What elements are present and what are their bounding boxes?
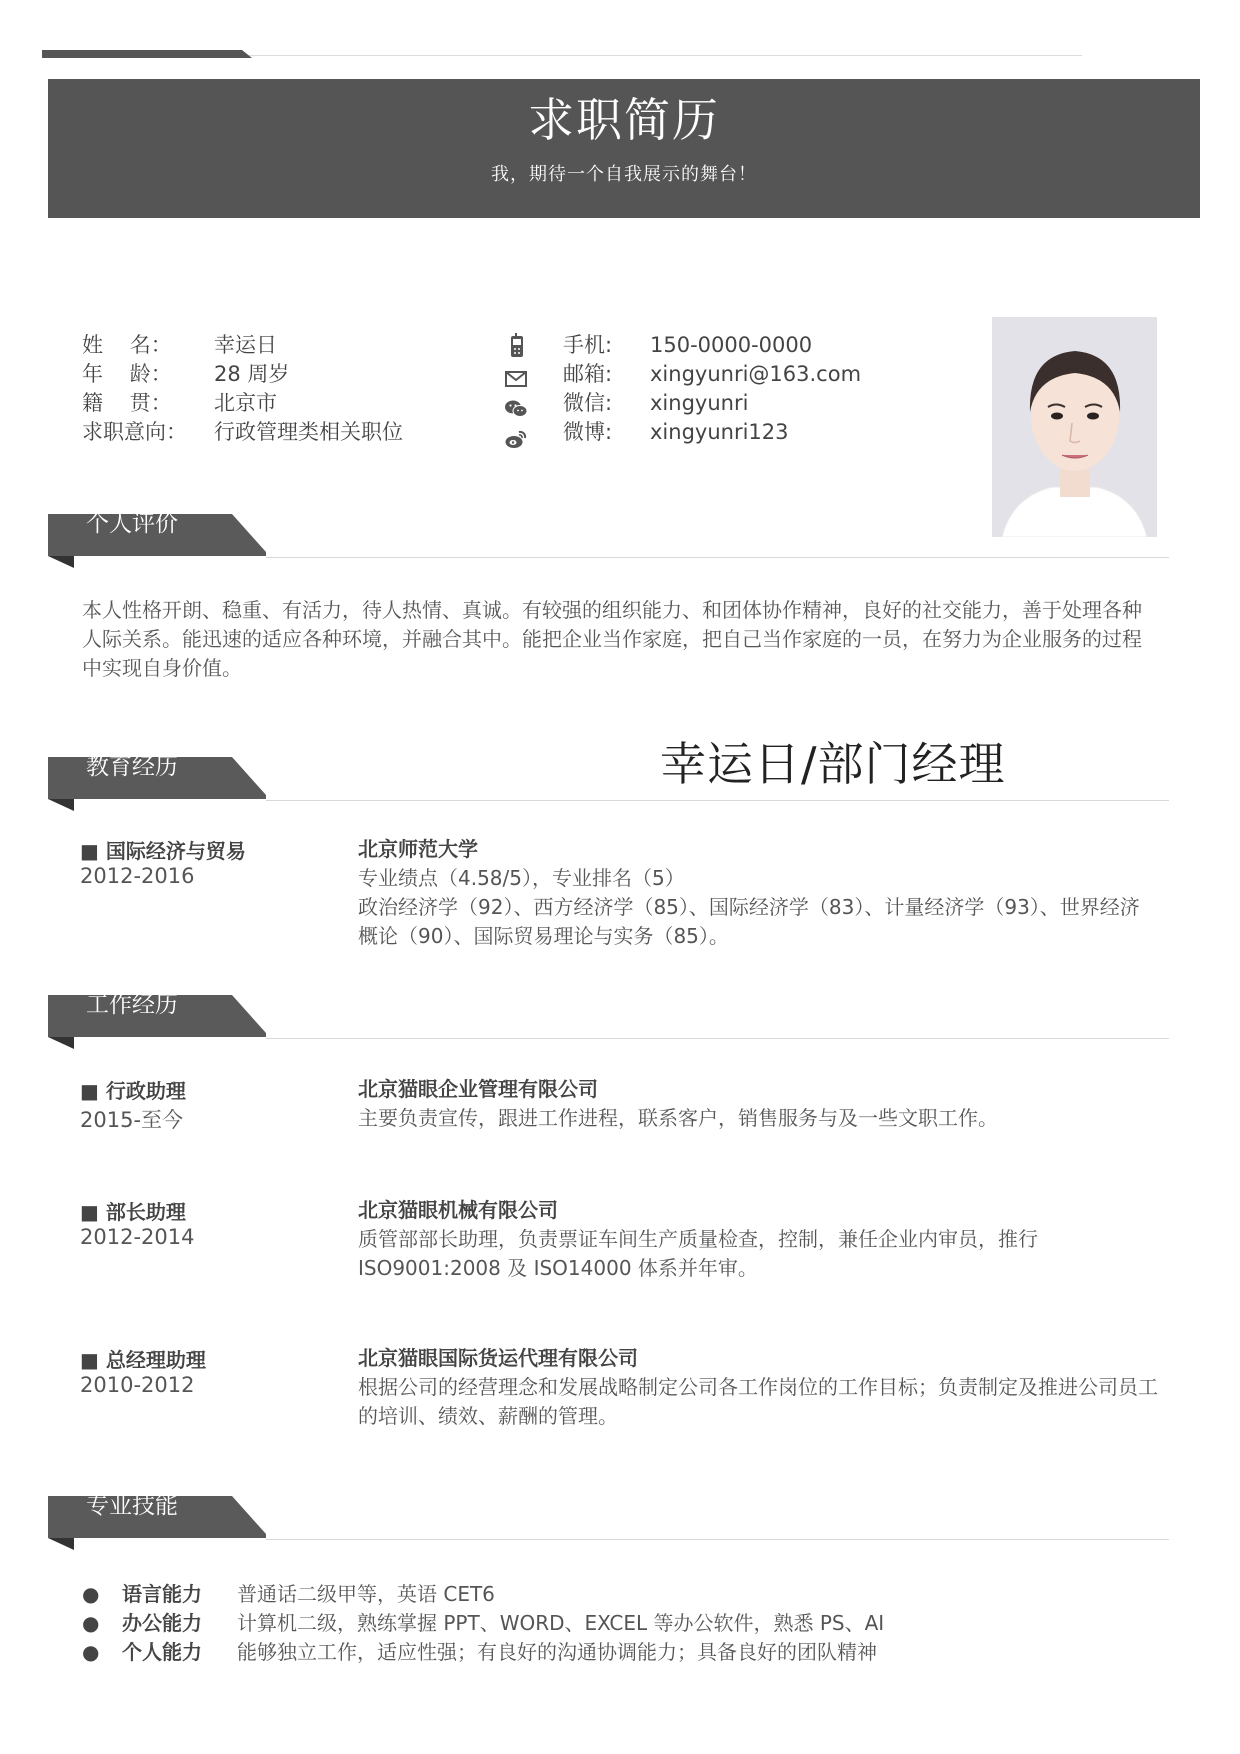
skill-name: 办公能力 — [122, 1611, 202, 1635]
contact-row-email — [563, 360, 861, 389]
education-detail-line: 政治经济学（92）、西方经济学（85）、国际经济学（83）、计量经济学（93）、世界经济概论（90）、国际贸易理论与实务（85）。 — [358, 895, 1140, 948]
work-role: ■ 部长助理 — [80, 1200, 186, 1224]
work-description: 主要负责宣传，跟进工作进程，联系客户，销售服务与及一些文职工作。 — [358, 1106, 998, 1130]
contact-value: 150-0000-0000 — [650, 333, 813, 357]
personal-info — [82, 331, 403, 447]
work-description: 质管部部长助理，负责票证车间生产质量检查，控制，兼任企业内审员，推行 ISO9001:2008 及 ISO14000 体系并年审。 — [358, 1227, 1038, 1280]
info-label: 籍 贯： — [82, 391, 172, 415]
work-entry-right — [358, 1075, 1158, 1133]
portrait-illustration — [992, 317, 1157, 537]
page-title: 求职简历 — [528, 93, 720, 147]
profile-photo — [992, 317, 1157, 537]
skill-name: 个人能力 — [122, 1640, 202, 1664]
work-entry-left — [80, 1344, 206, 1397]
work-entry-left — [80, 1196, 194, 1249]
work-entry-left — [80, 1075, 186, 1134]
work-company: 北京猫眼国际货运代理有限公司 — [358, 1346, 638, 1370]
wechat-icon — [505, 399, 527, 419]
skill-name: 语言能力 — [122, 1582, 202, 1606]
skill-item — [82, 1580, 495, 1609]
phone-icon — [508, 333, 526, 359]
work-date: 2012-2014 — [80, 1225, 195, 1249]
skill-item — [82, 1638, 877, 1667]
contact-label: 微信: — [563, 391, 613, 415]
contact-label: 邮箱: — [563, 362, 613, 386]
info-row-hometown — [82, 389, 403, 418]
work-entry-right — [358, 1196, 1158, 1283]
education-school: 北京师范大学 — [358, 837, 478, 861]
work-date: 2010-2012 — [80, 1373, 195, 1397]
bullet-icon: ● — [82, 1611, 100, 1635]
section-fold-decoration — [48, 799, 74, 811]
info-value: 幸运日 — [214, 333, 277, 357]
work-company: 北京猫眼企业管理有限公司 — [358, 1077, 598, 1101]
section-divider — [266, 800, 1169, 801]
resume-header — [48, 79, 1200, 218]
info-row-name — [82, 331, 403, 360]
info-label: 年 龄： — [82, 362, 172, 386]
mail-icon — [505, 371, 527, 387]
skill-item — [82, 1609, 884, 1638]
contact-label: 微博: — [563, 420, 613, 444]
work-role: ■ 总经理助理 — [80, 1348, 206, 1372]
section-evaluation-title: 个人评价 — [86, 511, 178, 537]
top-tab-decoration — [42, 50, 252, 58]
contact-value: xingyunri@163.com — [650, 362, 862, 386]
info-row-objective — [82, 418, 403, 447]
section-education-title: 教育经历 — [86, 754, 178, 780]
contact-value: xingyunri — [650, 391, 749, 415]
bullet-icon: ● — [82, 1640, 100, 1664]
section-divider — [266, 1539, 1169, 1540]
work-date: 2015-至今 — [80, 1108, 184, 1132]
weibo-icon — [505, 429, 527, 449]
work-description: 根据公司的经营理念和发展战略制定公司各工作岗位的工作目标；负责制定及推进公司员工的培训、绩效、薪酬的管理。 — [358, 1375, 1158, 1428]
contact-icons — [505, 333, 529, 449]
work-company: 北京猫眼机械有限公司 — [358, 1198, 558, 1222]
work-role: ■ 行政助理 — [80, 1079, 186, 1103]
skill-desc: 普通话二级甲等，英语 CET6 — [237, 1582, 495, 1606]
contact-row-weibo — [563, 418, 861, 447]
contact-info — [563, 331, 861, 447]
education-detail-line: 专业绩点（4.58/5），专业排名（5） — [358, 866, 685, 890]
skill-desc: 计算机二级，熟练掌握 PPT、WORD、EXCEL 等办公软件，熟悉 PS、AI — [237, 1611, 885, 1635]
education-entry-right — [358, 835, 1158, 951]
contact-row-wechat — [563, 389, 861, 418]
education-major: ■ 国际经济与贸易 — [80, 839, 246, 863]
contact-label: 手机: — [563, 333, 613, 357]
education-date: 2012-2016 — [80, 864, 195, 888]
info-label: 姓 名： — [82, 333, 172, 357]
section-fold-decoration — [48, 556, 74, 568]
page-subtitle: 我，期待一个自我展示的舞台！ — [491, 164, 757, 186]
info-value: 行政管理类相关职位 — [214, 420, 403, 444]
section-skills-title: 专业技能 — [86, 1493, 178, 1519]
bullet-icon: ● — [82, 1582, 100, 1606]
info-value: 28 周岁 — [214, 362, 290, 386]
section-divider — [266, 1038, 1169, 1039]
contact-value: xingyunri123 — [650, 420, 789, 444]
info-row-age — [82, 360, 403, 389]
name-position-title: 幸运日/部门经理 — [660, 737, 1006, 791]
section-fold-decoration — [48, 1538, 74, 1550]
contact-row-phone — [563, 331, 861, 360]
info-label: 求职意向： — [82, 420, 187, 444]
skill-desc: 能够独立工作，适应性强；有良好的沟通协调能力；具备良好的团队精神 — [237, 1640, 877, 1664]
info-value: 北京市 — [214, 391, 277, 415]
evaluation-text: 本人性格开朗、稳重、有活力，待人热情、真诚。有较强的组织能力、和团体协作精神，良好的社交能力，善于处理各种人际关系。能迅速的适应各种环境，并融合其中。能把企业当作家庭，把自己当作家庭的一员，在努力为企业服务的过程中实现自身价值。 — [82, 598, 1142, 680]
section-divider — [266, 557, 1169, 558]
section-work-title: 工作经历 — [86, 992, 178, 1018]
education-entry-left — [80, 835, 246, 888]
work-entry-right — [358, 1344, 1158, 1431]
section-fold-decoration — [48, 1037, 74, 1049]
